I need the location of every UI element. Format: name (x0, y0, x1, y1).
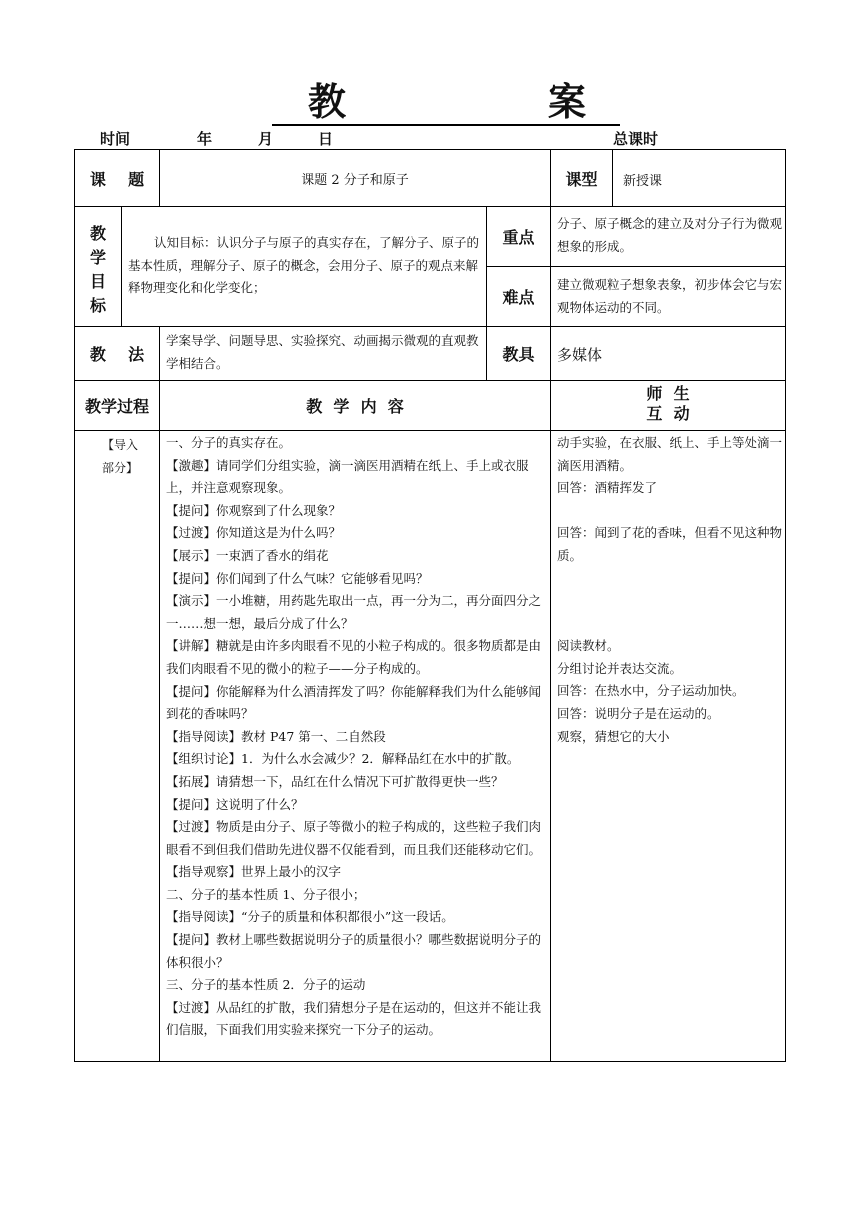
content-line: 一、分子的真实存在。 (166, 435, 292, 450)
content-line: 【拓展】请猜想一下，品红在什么情况下可扩散得更快一些？ (166, 773, 504, 789)
topic-label: 课 题 (89, 169, 145, 189)
goal-label: 教学目标 (89, 224, 106, 315)
interaction-a5: 分组讨论并表达交流。 (557, 661, 683, 676)
interaction-a3: 回答：闻到了花的香味，但看不见这种物质。 (557, 525, 783, 563)
difficulty-text: 建立微观粒子想象表象，初步体会它与宏观物体运动的不同。 (557, 277, 783, 315)
content-line: 二、分子的基本性质 1、分子很小； (166, 886, 366, 902)
section-label: 【导入部分】 (101, 438, 138, 475)
content-line: 【过渡】物质是由分子、原子等微小的粒子构成的，这些粒子我们肉眼看不到但我们借助先进仪器不仅能看到，而且我们还能移动它们。 (166, 819, 542, 857)
content-line: 【过渡】你知道这是为什么吗？ (166, 525, 342, 541)
content-line: 【激趣】请同学们分组实验，滴一滴医用酒精在纸上、手上或衣服上，并注意观察现象。 (166, 457, 529, 496)
teaching-aid-label: 教具 (502, 345, 535, 364)
content-line: 【过渡】从品红的扩散，我们猜想分子是在运动的，但这并不能让我们信服，下面我们用实验来探究一下分子的运动。 (166, 999, 542, 1038)
interaction-a6: 回答：在热水中，分子运动加快。 (557, 683, 745, 698)
interaction-a2: 回答：酒精挥发了 (557, 480, 658, 495)
header-day: 日 (318, 130, 334, 148)
header-time: 时间 (100, 130, 131, 148)
content-line: 【指导阅读】教材 P47 第一、二自然段 (166, 728, 386, 744)
interaction-heading (551, 384, 785, 424)
title-right-char: 案 (548, 79, 587, 124)
content-body (166, 432, 546, 1042)
header-year: 年 (197, 130, 213, 148)
content-line: 【提问】你能解释为什么酒清挥发了吗？你能解释我们为什么能够闻到花的香味吗？ (166, 683, 542, 722)
content-line: 【讲解】糖就是由许多肉眼看不见的小粒子构成的。很多物质都是由我们肉眼看不见的微小的粒子——分子构成的。 (166, 638, 542, 676)
content-line: 【演示】一小堆糖，用药匙先取出一点，再一分为二，再分面四分之一……想一想，最后分成了什么？ (166, 593, 542, 631)
interaction-heading-line1: 师 生 (646, 384, 690, 403)
content-line: 【提问】这说明了什么？ (166, 796, 304, 812)
content-line: 【展示】一束洒了香水的绢花 (166, 547, 329, 563)
page-title (272, 79, 620, 126)
content-line: 【提问】你们闻到了什么气味？它能够看见吗？ (166, 570, 429, 586)
content-line: 【指导观察】世界上最小的汉字 (166, 864, 342, 880)
content-line: 三、分子的基本性质 2．分子的运动 (166, 977, 366, 993)
header-total-hours: 总课时 (613, 130, 659, 148)
content-line: 【提问】教材上哪些数据说明分子的质量很小？哪些数据说明分子的体积很小？ (166, 932, 542, 970)
interaction-a7: 回答：说明分子是在运动的。 (557, 706, 720, 721)
interaction-a8: 观察，猜想它的大小 (557, 729, 670, 744)
interaction-a1: 动手实验，在衣服、纸上、手上等处滴一滴医用酒精。 (557, 435, 783, 473)
lesson-type-label: 课型 (565, 169, 598, 189)
content-line: 【指导阅读】“分子的质量和体积都很小”这一段话。 (166, 909, 454, 925)
header-month: 月 (258, 130, 274, 148)
method-text: 学案导学、问题导思、实验探究、动画揭示微观的直观教学相结合。 (166, 333, 479, 371)
method-label: 教 法 (89, 345, 145, 364)
process-heading: 教学过程 (84, 397, 149, 416)
lesson-type-value: 新授课 (623, 174, 663, 189)
title-left-char: 教 (308, 79, 347, 124)
difficulty-label: 难点 (502, 288, 535, 307)
goal-text: 认知目标：认识分子与原子的真实存在，了解分子、原子的基本性质，理解分子、原子的概念，会用分子、原子的观点来解释物理变化和化学变化； (128, 235, 480, 296)
topic-value: 课题 2 分子和原子 (301, 172, 409, 188)
content-line: 【组织讨论】1．为什么水会减少？2．解释品红在水中的扩散。 (166, 751, 520, 767)
interaction-a4: 阅读教材。 (557, 638, 620, 653)
teaching-aid-value: 多媒体 (557, 346, 603, 364)
interaction-heading-line2: 互 动 (646, 404, 690, 423)
content-heading: 教 学 内 容 (306, 397, 404, 416)
content-line: 【提问】你观察到了什么现象？ (166, 502, 342, 518)
key-point-text: 分子、原子概念的建立及对分子行为微观想象的形成。 (557, 216, 783, 254)
key-point-label: 重点 (502, 228, 535, 247)
